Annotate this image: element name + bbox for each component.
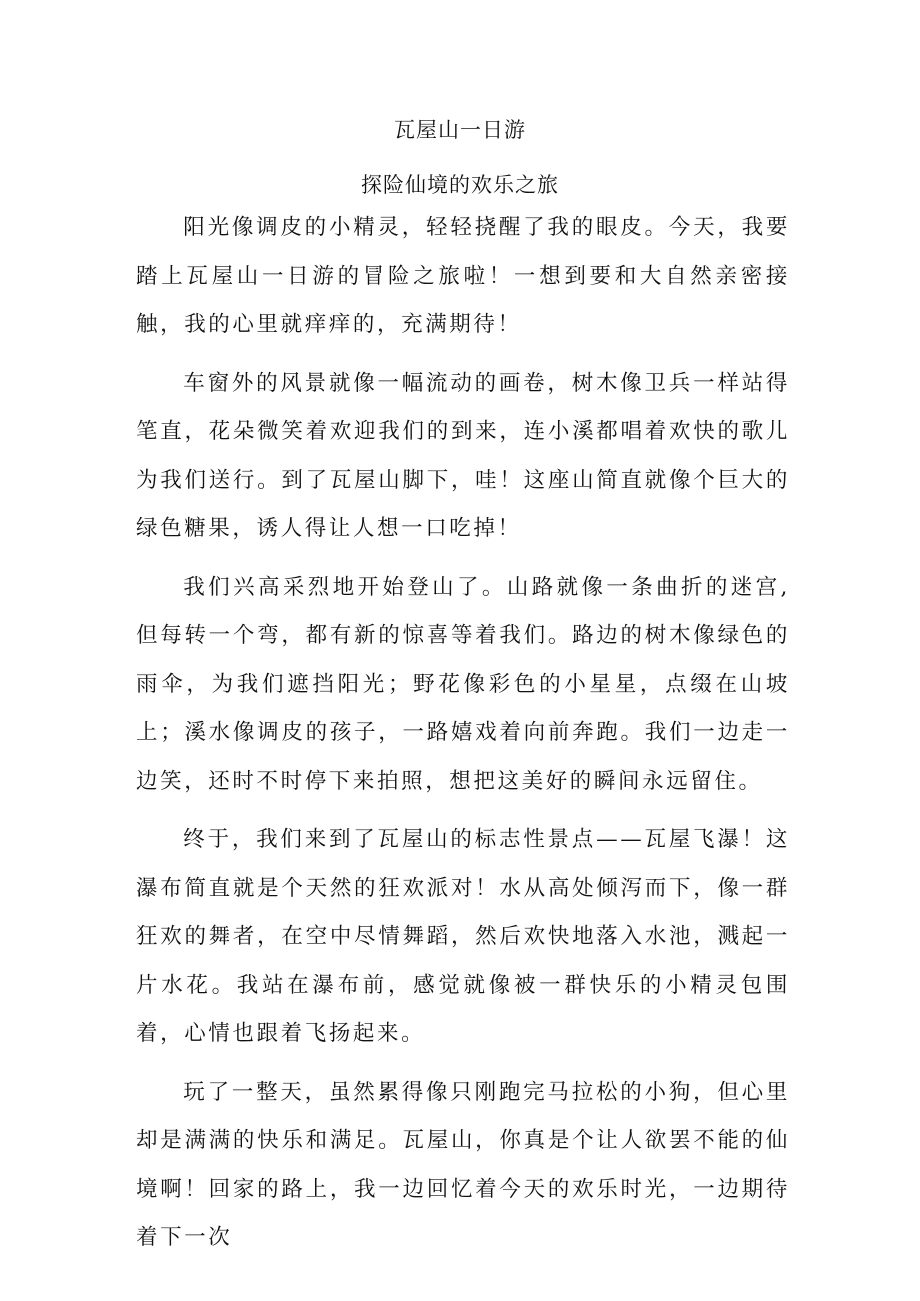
paragraph: 终于，我们来到了瓦屋山的标志性景点——瓦屋飞瀑！这瀑布简直就是个天然的狂欢派对！水从高处倾泻而下，像一群狂欢的舞者，在空中尽情舞蹈，然后欢快地落入水池，溅起一片水花。我站在瀑布前，感觉就像被一群快乐的小精灵包围着，心情也跟着飞扬起来。 [136,827,790,1046]
paragraph: 玩了一整天，虽然累得像只刚跑完马拉松的小狗，但心里却是满满的快乐和满足。瓦屋山，你真是个让人欲罢不能的仙境啊！回家的路上，我一边回忆着今天的欢乐时光，一边期待着下一次 [136,1079,790,1250]
document-body [136,204,790,1273]
paragraph: 阳光像调皮的小精灵，轻轻挠醒了我的眼皮。今天，我要踏上瓦屋山一日游的冒险之旅啦！一想到要和大自然亲密接触，我的心里就痒痒的，充满期待！ [136,215,790,337]
document-subtitle: 探险仙境的欢乐之旅 [361,173,559,197]
document-title: 瓦屋山一日游 [394,118,526,142]
paragraph: 车窗外的风景就像一幅流动的画卷，树木像卫兵一样站得笔直，花朵微笑着欢迎我们的到来，连小溪都唱着欢快的歌儿为我们送行。到了瓦屋山脚下，哇！这座山简直就像个巨大的绿色糖果，诱人得让人想一口吃掉！ [136,370,790,541]
paragraph: 我们兴高采烈地开始登山了。山路就像一条曲折的迷宫,但每转一个弯，都有新的惊喜等着我们。路边的树木像绿色的雨伞，为我们遮挡阳光；野花像彩色的小星星，点缀在山坡上；溪水像调皮的孩子，一路嬉戏着向前奔跑。我们一边走一边笑，还时不时停下来拍照，想把这美好的瞬间永远留住。 [136,574,790,794]
